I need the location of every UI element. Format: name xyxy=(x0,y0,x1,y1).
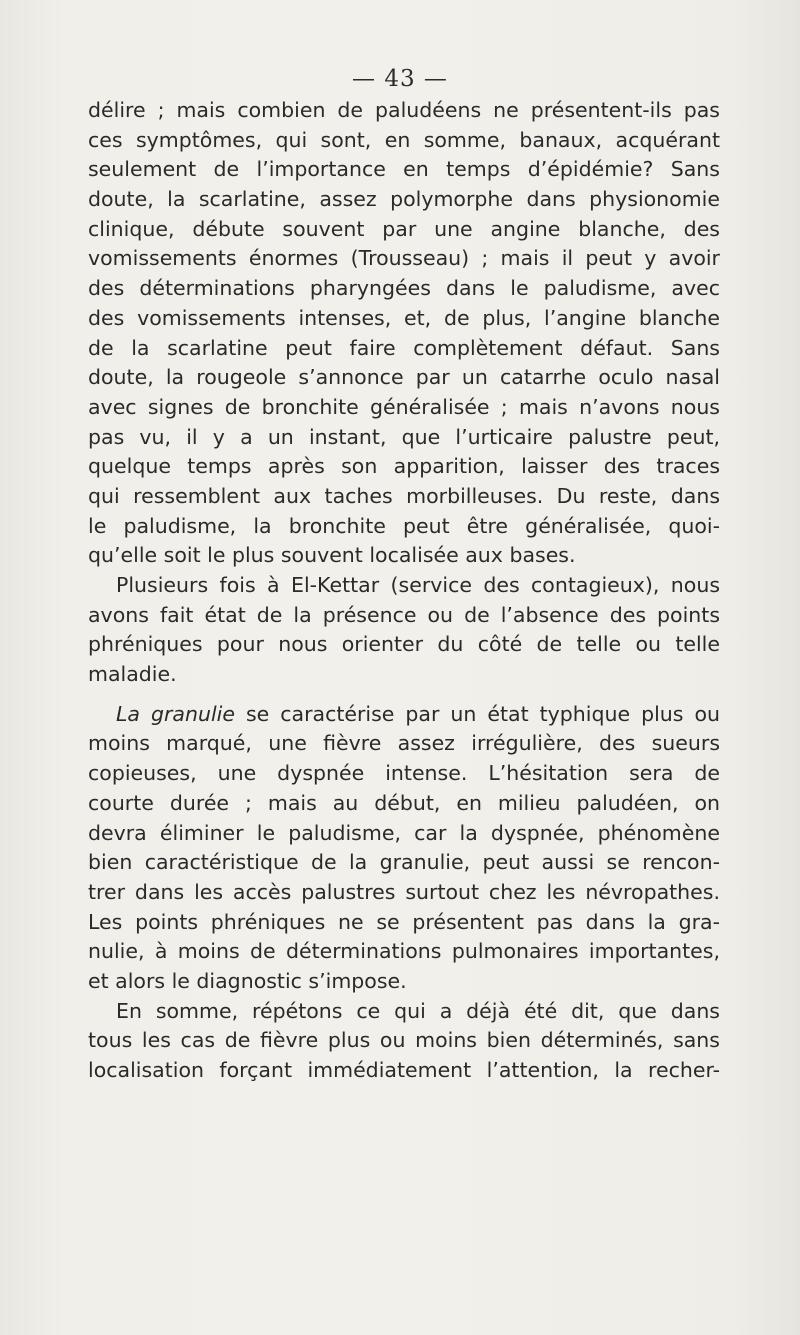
text-line: et alors le diagnostic s’impose. xyxy=(88,968,407,993)
text-line: courte durée ; mais au début, en milieu paludéen, on xyxy=(88,790,720,815)
text-line: bien caractéristique de la granulie, peut aussi se rencon- xyxy=(88,850,720,875)
text-line: avons fait état de la présence ou de l’absence des points xyxy=(88,602,720,627)
text-line: vomissements énormes (Trousseau) ; mais il peut y avoir xyxy=(88,246,720,271)
text-line: quelque temps après son apparition, laisser des traces xyxy=(88,454,720,479)
body-text xyxy=(88,96,720,1086)
text-line: nulie, à moins de déterminations pulmonaires importantes, xyxy=(88,939,720,964)
text-line: Plusieurs fois à El-Kettar (service des contagieux), nous xyxy=(116,573,720,597)
text-line: clinique, débute souvent par une angine blanche, des xyxy=(88,216,720,241)
text-line: doute, la scarlatine, assez polymorphe dans physionomie xyxy=(88,187,720,212)
text-line: qui ressemblent aux taches morbilleuses. Du reste, dans xyxy=(88,483,720,508)
text-line: devra éliminer le paludisme, car la dyspnée, phénomène xyxy=(88,820,720,845)
text-line: moins marqué, une fièvre assez irrégulière, des sueurs xyxy=(88,731,720,756)
text-line xyxy=(88,700,720,730)
text-line: des vomissements intenses, et, de plus, l’angine blanche xyxy=(88,305,720,330)
text-line: Les points phréniques ne se présentent pas dans la gra- xyxy=(88,909,720,934)
text-line: phréniques pour nous orienter du côté de telle ou telle xyxy=(88,632,720,657)
text-line: doute, la rougeole s’annonce par un catarrhe oculo nasal xyxy=(88,365,720,390)
text-line: qu’elle soit le plus souvent localisée aux bases. xyxy=(88,543,576,568)
text-line: pas vu, il y a un instant, que l’urticaire palustre peut, xyxy=(88,424,720,449)
text-line: En somme, répétons ce qui a déjà été dit, que dans xyxy=(116,998,720,1023)
text-line: seulement de l’importance en temps d’épidémie? Sans xyxy=(88,157,720,182)
text-line: tous les cas de fièvre plus ou moins bien déterminés, sans xyxy=(88,1028,720,1053)
text-line: délire ; mais combien de paludéens ne présentent-ils pas xyxy=(88,98,720,122)
text-line: localisation forçant immédiatement l’attention, la recher- xyxy=(88,1058,720,1082)
italic-term: La granulie xyxy=(116,701,235,726)
text-line: des déterminations pharyngées dans le paludisme, avec xyxy=(88,276,720,301)
text-line: maladie. xyxy=(88,662,177,687)
text-line: copieuses, une dyspnée intense. L’hésitation sera de xyxy=(88,761,720,786)
text-run: se caractérise par un état typhique plus ou xyxy=(234,701,720,726)
text-line: avec signes de bronchite généralisée ; mais n’avons nous xyxy=(88,394,720,419)
text-line: le paludisme, la bronchite peut être généralisée, quoi- xyxy=(88,513,720,538)
page-number: — 43 — xyxy=(352,66,448,92)
text-line: de la scarlatine peut faire complètement défaut. Sans xyxy=(88,335,720,360)
text-line: ces symptômes, qui sont, en somme, banaux, acquérant xyxy=(88,127,720,152)
text-line: trer dans les accès palustres surtout chez les névropathes. xyxy=(88,879,720,904)
